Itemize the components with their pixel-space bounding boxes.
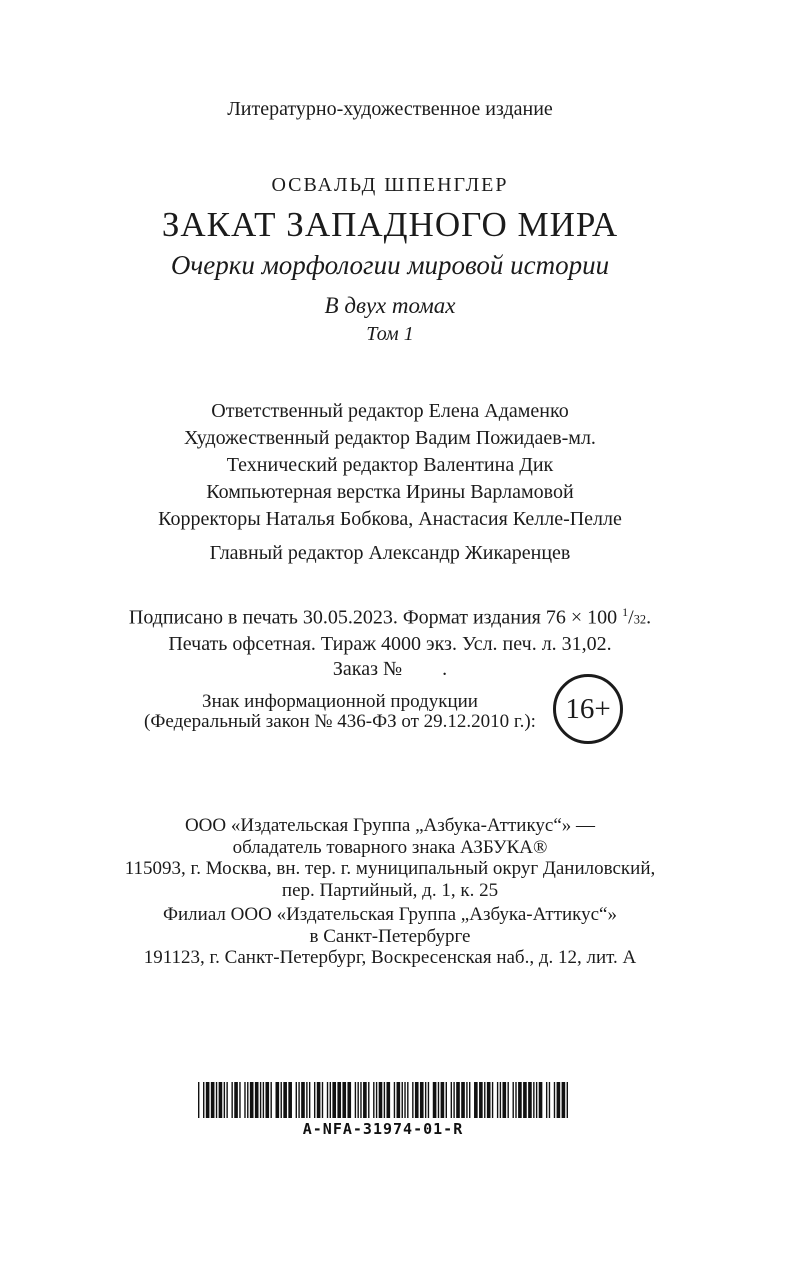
publisher-line: пер. Партийный, д. 1, к. 25 xyxy=(281,879,499,901)
staff-line: Ответственный редактор Елена Адаменко xyxy=(211,400,569,422)
staff-line: Технический редактор Валентина Дик xyxy=(226,454,554,476)
print-details xyxy=(0,600,780,681)
publisher-moscow-block xyxy=(0,815,780,901)
editorial-staff-list xyxy=(0,398,780,533)
publisher-line: 191123, г. Санкт-Петербург, Воскресенская наб., д. 12, лит. А xyxy=(143,947,637,968)
barcode xyxy=(198,1082,568,1138)
age-rating-badge xyxy=(553,674,623,744)
publisher-line: 115093, г. Москва, вн. тер. г. муниципальный округ Даниловский, xyxy=(124,858,656,879)
publisher-line: обладатель товарного знака АЗБУКА® xyxy=(232,836,548,858)
print-details-line-2: Печать офсетная. Тираж 4000 экз. Усл. печ. л. 31,02. xyxy=(168,633,612,656)
age-mark-caption-line-1: Знак информационной продукции xyxy=(202,691,478,712)
format-fraction-slash: / xyxy=(628,606,634,629)
age-mark-caption xyxy=(110,692,570,732)
volume-number: Том 1 xyxy=(366,323,414,345)
format-fraction-numerator: 1 xyxy=(622,605,629,619)
print-details-line-3: Заказ № . xyxy=(332,657,448,680)
print-format-text: Подписано в печать 30.05.2023. Формат издания 76 × 100 xyxy=(128,606,623,629)
age-mark-caption-line-2: (Федеральный закон № 436-ФЗ от 29.12.2010 г.): xyxy=(144,711,536,732)
publisher-spb-block xyxy=(0,904,780,969)
author-name: ОСВАЛЬД ШПЕНГЛЕР xyxy=(271,174,509,196)
chief-editor-line: Главный редактор Александр Жикаренцев xyxy=(209,542,571,564)
publisher-line: Филиал ООО «Издательская Группа „Азбука-Аттикус“» xyxy=(163,904,617,925)
book-title: ЗАКАТ ЗАПАДНОГО МИРА xyxy=(161,205,619,244)
edition-type: Литературно-художественное издание xyxy=(227,98,553,120)
print-format-period: . xyxy=(646,606,652,629)
staff-line: Компьютерная верстка Ирины Варламовой xyxy=(206,481,574,503)
staff-line: Художественный редактор Вадим Пожидаев-мл. xyxy=(184,427,596,449)
book-subtitle: Очерки морфологии мировой истории xyxy=(170,250,610,280)
publisher-line: ООО «Издательская Группа „Азбука-Аттикус“» — xyxy=(184,815,596,836)
format-fraction-denominator: 32 xyxy=(633,612,647,627)
publisher-line: в Санкт-Петербурге xyxy=(309,925,471,947)
staff-line: Корректоры Наталья Бобкова, Анастасия Келле-Пелле xyxy=(158,508,622,530)
barcode-image xyxy=(198,1082,568,1118)
barcode-label: A-NFA-31974-01-R xyxy=(302,1120,464,1138)
volumes-note: В двух томах xyxy=(324,293,456,318)
print-details-line-1 xyxy=(0,600,780,632)
age-rating-value: 16+ xyxy=(565,692,611,725)
